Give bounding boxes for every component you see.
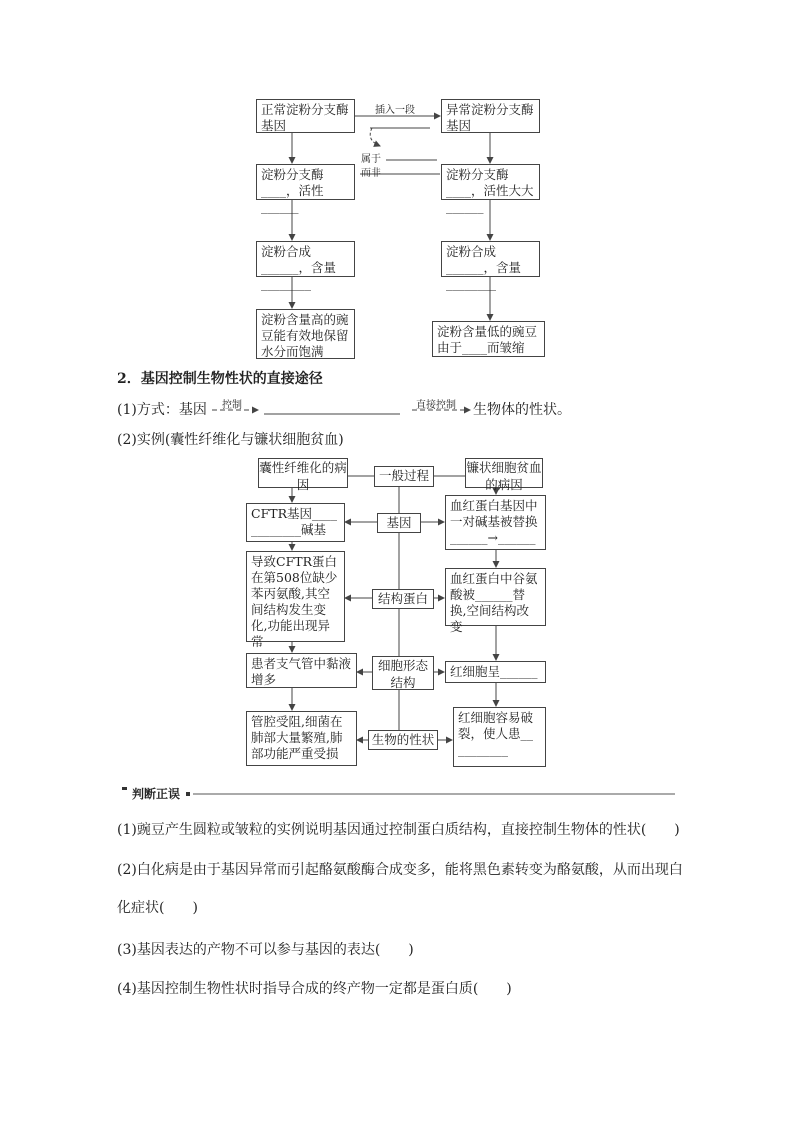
example-line: (2)实例(囊性纤维化与镰状细胞贫血) [117, 432, 344, 448]
sickle-gene-box: 血红蛋白基因中一对碱基被替换______→______ [445, 495, 546, 550]
process-cell-morphology: 细胞形态结构 [372, 656, 434, 690]
cf-protein-box: 导致CFTR蛋白在第508位缺少苯丙氨酸,其空间结构发生变化,功能出现异常 [246, 551, 345, 642]
sickle-protein-box: 血红蛋白中谷氨酸被______替换,空间结构改变 [445, 568, 546, 626]
sickle-cell-box: 红细胞呈______ [445, 661, 546, 683]
judge-q3: (3)基因表达的产物不可以参与基因的表达( ) [117, 942, 414, 958]
flow1-enzyme-left: 淀粉分支酶____，活性______ [256, 164, 355, 200]
flow1-normal-gene: 正常淀粉分支酶基因 [256, 99, 355, 133]
process-protein: 结构蛋白 [372, 589, 434, 609]
flow1-starch-left: 淀粉合成______，含量________ [256, 241, 355, 277]
flow1-erfei-label: 而非 [361, 168, 381, 179]
process-trait: 生物的性状 [368, 730, 438, 750]
flow1-result-left: 淀粉含量高的豌豆能有效地保留水分而饱满 [256, 309, 355, 359]
cf-lung-box: 管腔受阻,细菌在肺部大量繁殖,肺部功能严重受损 [246, 711, 357, 766]
judge-q2-line2: 化症状( ) [117, 900, 198, 916]
judge-q4: (4)基因控制生物性状时指导合成的终产物一定都是蛋白质( ) [117, 981, 512, 997]
cf-cause-header: 囊性纤维化的病因 [259, 460, 347, 492]
cf-gene-box: CFTR基因____ ________碱基 [246, 503, 345, 542]
general-process-header: 一般过程 [374, 466, 434, 487]
cf-mucus-box: 患者支气管中黏液增多 [246, 653, 357, 688]
sickle-disease-box: 红细胞容易破裂，使人患__ ________ [453, 707, 546, 767]
sickle-cause-header: 镰状细胞贫血的病因 [466, 460, 542, 492]
flow1-starch-right: 淀粉合成______，含量________ [441, 241, 540, 277]
judge-q2-line1: (2)白化病是由于基因异常而引起酪氨酸酶合成变多，能将黑色素转变为酪氨酸，从而出现白 [117, 862, 683, 878]
judge-q1: (1)豌豆产生圆粒或皱粒的实例说明基因通过控制蛋白质结构，直接控制生物体的性状( ) [117, 822, 680, 838]
process-gene: 基因 [377, 513, 421, 533]
section2-title: 2．基因控制生物性状的直接途径 [117, 371, 323, 387]
flow1-abnormal-gene: 异常淀粉分支酶基因 [441, 99, 540, 133]
flow1-result-right: 淀粉含量低的豌豆由于____而皱缩 [432, 321, 545, 357]
flow1-shuyu-label: 属于 [361, 154, 381, 165]
control-label: 控制 [222, 400, 242, 411]
method-prefix: (1)方式：基因 [117, 402, 207, 418]
flow1-enzyme-right: 淀粉分支酶____，活性大大______ [441, 164, 540, 200]
direct-control-label: 直接控制 [416, 400, 456, 411]
flow1-insert-label: 插入一段 [375, 105, 415, 116]
judge-heading: 判断正误 [132, 787, 181, 801]
method-suffix: 生物体的性状。 [473, 402, 571, 418]
